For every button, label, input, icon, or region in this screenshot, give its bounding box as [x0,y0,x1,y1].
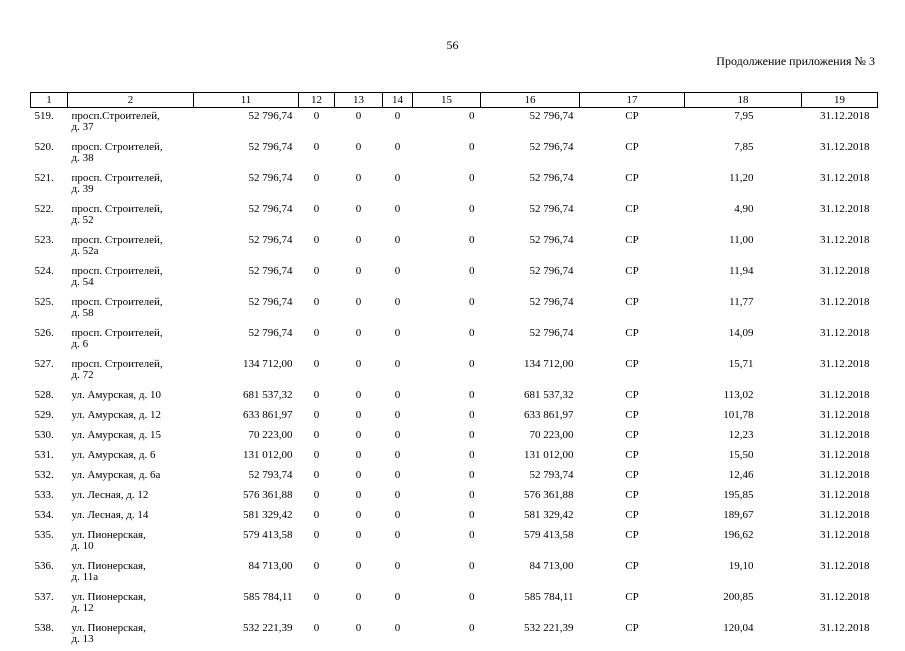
cell-c13: 0 [335,387,383,407]
header-cell-11: 11 [194,93,299,108]
cell-c14: 0 [383,232,413,263]
cell-c19: 31.12.2018 [802,356,878,387]
cell-c12: 0 [299,356,335,387]
cell-c17: СР [580,507,685,527]
cell-c18: 101,78 [685,407,802,427]
cell-c12: 0 [299,447,335,467]
cell-c13: 0 [335,447,383,467]
cell-c11: 52 796,74 [194,170,299,201]
cell-c19: 31.12.2018 [802,427,878,447]
row-number: 523. [31,232,68,263]
cell-c13: 0 [335,427,383,447]
cell-c17: СР [580,108,685,140]
address-cell [68,232,194,263]
address-line-1: ул. Пионерская, [72,530,194,541]
cell-c19: 31.12.2018 [802,201,878,232]
cell-c16: 532 221,39 [481,620,580,651]
table-row [31,507,878,527]
table-row [31,232,878,263]
cell-c18: 12,46 [685,467,802,487]
cell-c14: 0 [383,507,413,527]
address-line-2: д. 13 [72,634,194,645]
cell-c11: 131 012,00 [194,447,299,467]
cell-c11: 576 361,88 [194,487,299,507]
cell-c12: 0 [299,325,335,356]
cell-c15: 0 [413,201,481,232]
appendix-continuation-title: Продолжение приложения № 3 [716,54,875,69]
address-line-2: д. 54 [72,277,194,288]
cell-c11: 52 796,74 [194,263,299,294]
row-number: 536. [31,558,68,589]
cell-c18: 200,85 [685,589,802,620]
cell-c16: 52 796,74 [481,108,580,140]
cell-c17: СР [580,387,685,407]
cell-c15: 0 [413,407,481,427]
cell-c16: 52 796,74 [481,294,580,325]
cell-c16: 52 796,74 [481,263,580,294]
table-row [31,407,878,427]
cell-c19: 31.12.2018 [802,139,878,170]
cell-c18: 189,67 [685,507,802,527]
row-number: 521. [31,170,68,201]
address-line-1: ул. Лесная, д. 14 [72,510,194,521]
header-cell-1: 1 [31,93,68,108]
header-cell-16: 16 [481,93,580,108]
cell-c15: 0 [413,507,481,527]
row-number: 522. [31,201,68,232]
cell-c19: 31.12.2018 [802,507,878,527]
cell-c11: 52 796,74 [194,201,299,232]
cell-c14: 0 [383,108,413,140]
address-line-2: д. 58 [72,308,194,319]
cell-c12: 0 [299,170,335,201]
cell-c16: 70 223,00 [481,427,580,447]
cell-c18: 19,10 [685,558,802,589]
cell-c19: 31.12.2018 [802,170,878,201]
cell-c15: 0 [413,325,481,356]
row-number: 526. [31,325,68,356]
header-cell-2: 2 [68,93,194,108]
cell-c19: 31.12.2018 [802,558,878,589]
row-number: 534. [31,507,68,527]
cell-c16: 134 712,00 [481,356,580,387]
address-cell [68,294,194,325]
header-row [31,93,878,108]
address-line-2: д. 11а [72,572,194,583]
row-number: 528. [31,387,68,407]
cell-c17: СР [580,201,685,232]
cell-c16: 633 861,97 [481,407,580,427]
row-number: 533. [31,487,68,507]
cell-c11: 52 796,74 [194,325,299,356]
table-row [31,294,878,325]
cell-c15: 0 [413,170,481,201]
address-line-1: просп. Строителей, [72,266,194,277]
table-row [31,325,878,356]
cell-c16: 681 537,32 [481,387,580,407]
cell-c18: 12,23 [685,427,802,447]
cell-c14: 0 [383,139,413,170]
cell-c13: 0 [335,407,383,427]
row-number: 525. [31,294,68,325]
address-line-2: д. 10 [72,541,194,552]
cell-c14: 0 [383,294,413,325]
cell-c15: 0 [413,139,481,170]
cell-c17: СР [580,325,685,356]
address-line-1: ул. Амурская, д. 12 [72,410,194,421]
cell-c12: 0 [299,387,335,407]
cell-c18: 7,85 [685,139,802,170]
cell-c15: 0 [413,487,481,507]
cell-c18: 15,50 [685,447,802,467]
cell-c13: 0 [335,620,383,651]
cell-c18: 4,90 [685,201,802,232]
cell-c18: 195,85 [685,487,802,507]
header-cell-12: 12 [299,93,335,108]
cell-c15: 0 [413,387,481,407]
table-row [31,387,878,407]
cell-c14: 0 [383,427,413,447]
cell-c11: 585 784,11 [194,589,299,620]
cell-c11: 70 223,00 [194,427,299,447]
cell-c17: СР [580,620,685,651]
address-line-2: д. 37 [72,122,194,133]
cell-c16: 52 796,74 [481,325,580,356]
cell-c11: 681 537,32 [194,387,299,407]
cell-c16: 579 413,58 [481,527,580,558]
cell-c18: 11,20 [685,170,802,201]
cell-c19: 31.12.2018 [802,294,878,325]
cell-c12: 0 [299,467,335,487]
cell-c13: 0 [335,108,383,140]
cell-c19: 31.12.2018 [802,232,878,263]
header-cell-14: 14 [383,93,413,108]
cell-c18: 196,62 [685,527,802,558]
row-number: 535. [31,527,68,558]
address-line-2: д. 39 [72,184,194,195]
cell-c13: 0 [335,507,383,527]
cell-c16: 585 784,11 [481,589,580,620]
cell-c15: 0 [413,427,481,447]
cell-c18: 11,00 [685,232,802,263]
cell-c11: 84 713,00 [194,558,299,589]
cell-c14: 0 [383,325,413,356]
cell-c13: 0 [335,232,383,263]
cell-c18: 7,95 [685,108,802,140]
table-row [31,427,878,447]
address-line-2: д. 6 [72,339,194,350]
cell-c14: 0 [383,263,413,294]
cell-c19: 31.12.2018 [802,620,878,651]
cell-c18: 120,04 [685,620,802,651]
cell-c15: 0 [413,527,481,558]
table-row [31,558,878,589]
address-line-1: просп. Строителей, [72,204,194,215]
cell-c19: 31.12.2018 [802,487,878,507]
address-cell [68,201,194,232]
cell-c13: 0 [335,487,383,507]
address-cell [68,527,194,558]
cell-c17: СР [580,263,685,294]
cell-c18: 14,09 [685,325,802,356]
cell-c11: 633 861,97 [194,407,299,427]
cell-c18: 11,77 [685,294,802,325]
cell-c17: СР [580,527,685,558]
address-line-1: просп. Строителей, [72,173,194,184]
row-number: 538. [31,620,68,651]
cell-c16: 581 329,42 [481,507,580,527]
header-cell-18: 18 [685,93,802,108]
cell-c11: 579 413,58 [194,527,299,558]
cell-c15: 0 [413,589,481,620]
address-cell [68,447,194,467]
address-line-1: просп. Строителей, [72,359,194,370]
cell-c16: 84 713,00 [481,558,580,589]
cell-c19: 31.12.2018 [802,108,878,140]
address-line-1: ул. Амурская, д. 15 [72,430,194,441]
cell-c15: 0 [413,620,481,651]
cell-c11: 532 221,39 [194,620,299,651]
cell-c16: 52 796,74 [481,232,580,263]
table-row [31,447,878,467]
table-row [31,201,878,232]
address-line-1: ул. Амурская, д. 6а [72,470,194,481]
table-row [31,170,878,201]
cell-c13: 0 [335,170,383,201]
address-line-2: д. 52а [72,246,194,257]
cell-c17: СР [580,589,685,620]
cell-c12: 0 [299,427,335,447]
address-line-1: ул. Амурская, д. 10 [72,390,194,401]
cell-c12: 0 [299,407,335,427]
table-row [31,139,878,170]
cell-c17: СР [580,232,685,263]
header-cell-15: 15 [413,93,481,108]
cell-c11: 581 329,42 [194,507,299,527]
cell-c19: 31.12.2018 [802,387,878,407]
address-cell [68,467,194,487]
cell-c13: 0 [335,201,383,232]
cell-c17: СР [580,356,685,387]
cell-c19: 31.12.2018 [802,589,878,620]
table-row [31,589,878,620]
cell-c12: 0 [299,558,335,589]
cell-c18: 15,71 [685,356,802,387]
cell-c14: 0 [383,447,413,467]
cell-c16: 52 796,74 [481,201,580,232]
cell-c19: 31.12.2018 [802,325,878,356]
cell-c13: 0 [335,527,383,558]
address-cell [68,170,194,201]
address-cell [68,325,194,356]
cell-c13: 0 [335,558,383,589]
cell-c17: СР [580,558,685,589]
cell-c19: 31.12.2018 [802,447,878,467]
cell-c15: 0 [413,232,481,263]
cell-c14: 0 [383,387,413,407]
table-row [31,487,878,507]
cell-c15: 0 [413,356,481,387]
row-number: 531. [31,447,68,467]
cell-c14: 0 [383,527,413,558]
cell-c14: 0 [383,558,413,589]
address-cell [68,108,194,140]
cell-c15: 0 [413,263,481,294]
cell-c16: 52 793,74 [481,467,580,487]
address-cell [68,620,194,651]
address-cell [68,139,194,170]
address-cell [68,356,194,387]
address-cell [68,263,194,294]
cell-c11: 52 796,74 [194,232,299,263]
cell-c17: СР [580,407,685,427]
table-row [31,356,878,387]
cell-c18: 11,94 [685,263,802,294]
cell-c15: 0 [413,108,481,140]
cell-c12: 0 [299,108,335,140]
cell-c16: 131 012,00 [481,447,580,467]
cell-c14: 0 [383,407,413,427]
address-line-2: д. 12 [72,603,194,614]
address-cell [68,558,194,589]
cell-c11: 134 712,00 [194,356,299,387]
row-number: 524. [31,263,68,294]
table-row [31,467,878,487]
page-number: 56 [0,38,905,53]
address-line-1: просп. Строителей, [72,235,194,246]
cell-c11: 52 796,74 [194,294,299,325]
address-line-1: ул. Лесная, д. 12 [72,490,194,501]
cell-c14: 0 [383,356,413,387]
cell-c17: СР [580,294,685,325]
cell-c12: 0 [299,527,335,558]
table-row [31,527,878,558]
cell-c12: 0 [299,294,335,325]
cell-c13: 0 [335,294,383,325]
cell-c16: 52 796,74 [481,139,580,170]
cell-c19: 31.12.2018 [802,263,878,294]
cell-c13: 0 [335,139,383,170]
table-row [31,263,878,294]
cell-c15: 0 [413,294,481,325]
cell-c17: СР [580,447,685,467]
cell-c14: 0 [383,170,413,201]
cell-c13: 0 [335,589,383,620]
cell-c14: 0 [383,589,413,620]
table-row [31,108,878,140]
row-number: 519. [31,108,68,140]
row-number: 537. [31,589,68,620]
address-cell [68,387,194,407]
address-line-1: просп. Строителей, [72,328,194,339]
cell-c12: 0 [299,487,335,507]
cell-c12: 0 [299,139,335,170]
cell-c13: 0 [335,467,383,487]
address-line-1: ул. Пионерская, [72,623,194,634]
address-line-1: просп. Строителей, [72,297,194,308]
row-number: 530. [31,427,68,447]
cell-c11: 52 796,74 [194,139,299,170]
address-cell [68,589,194,620]
address-line-2: д. 72 [72,370,194,381]
cell-c14: 0 [383,620,413,651]
table-row [31,620,878,651]
address-cell [68,487,194,507]
cell-c12: 0 [299,232,335,263]
address-line-1: ул. Пионерская, [72,592,194,603]
cell-c18: 113,02 [685,387,802,407]
cell-c12: 0 [299,263,335,294]
row-number: 520. [31,139,68,170]
cell-c17: СР [580,139,685,170]
cell-c15: 0 [413,558,481,589]
cell-c17: СР [580,427,685,447]
address-line-1: просп. Строителей, [72,142,194,153]
row-number: 532. [31,467,68,487]
cell-c11: 52 793,74 [194,467,299,487]
header-cell-19: 19 [802,93,878,108]
header-cell-17: 17 [580,93,685,108]
address-line-1: ул. Амурская, д. 6 [72,450,194,461]
cell-c15: 0 [413,447,481,467]
cell-c12: 0 [299,201,335,232]
cell-c17: СР [580,487,685,507]
cell-c12: 0 [299,589,335,620]
cell-c12: 0 [299,507,335,527]
cell-c19: 31.12.2018 [802,527,878,558]
row-number: 527. [31,356,68,387]
cell-c13: 0 [335,263,383,294]
cell-c16: 52 796,74 [481,170,580,201]
header-cell-13: 13 [335,93,383,108]
cell-c19: 31.12.2018 [802,407,878,427]
cell-c14: 0 [383,487,413,507]
cell-c15: 0 [413,467,481,487]
register-table [30,92,878,651]
address-line-1: просп.Строителей, [72,111,194,122]
address-line-2: д. 38 [72,153,194,164]
cell-c17: СР [580,170,685,201]
address-cell [68,507,194,527]
address-cell [68,407,194,427]
row-number: 529. [31,407,68,427]
address-line-1: ул. Пионерская, [72,561,194,572]
address-cell [68,427,194,447]
cell-c14: 0 [383,467,413,487]
cell-c19: 31.12.2018 [802,467,878,487]
cell-c13: 0 [335,325,383,356]
cell-c13: 0 [335,356,383,387]
cell-c17: СР [580,467,685,487]
cell-c12: 0 [299,620,335,651]
cell-c14: 0 [383,201,413,232]
cell-c16: 576 361,88 [481,487,580,507]
address-line-2: д. 52 [72,215,194,226]
table-body [31,108,878,651]
cell-c11: 52 796,74 [194,108,299,140]
